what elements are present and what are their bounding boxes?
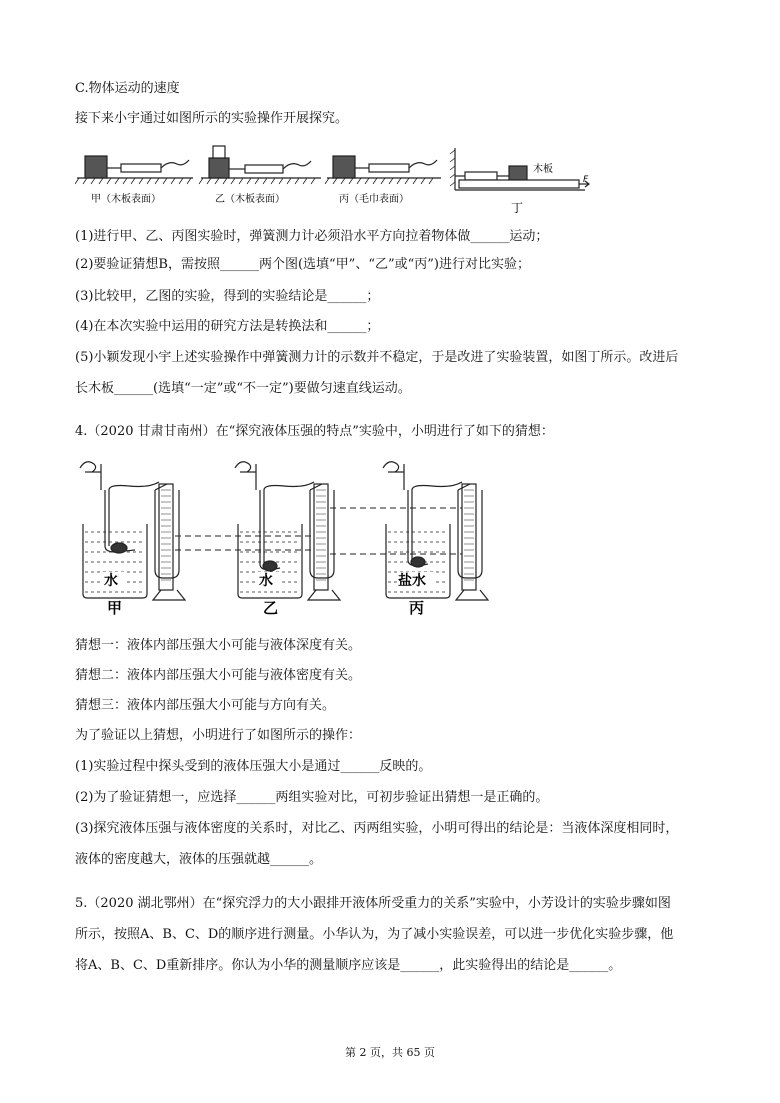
q3-intro: 接下来小宇通过如图所示的实验操作开展探究。: [75, 111, 349, 126]
q4-title: 4.（2020 甘肃甘南州）在“探究液体压强的特点”实验中，小明进行了如下的猜想：: [75, 424, 554, 439]
liquid-label-jia: 水: [104, 573, 118, 589]
setup-label-bing: 丙: [409, 599, 425, 617]
q4-item-3-cont: 液体的密度越大，液体的压强就越______。: [75, 852, 323, 867]
fig-label-yi: 乙（木板表面）: [215, 194, 285, 205]
page-footer: 第 2 页，共 65 页: [345, 1046, 435, 1059]
liquid-label-bing: 盐水: [398, 573, 426, 589]
q5-line-3: 将A、B、C、D重新排序。你认为小华的测量顺序应该是______，此实验得出的结论是______。: [75, 958, 622, 973]
q3-item-4: (4)在本次实验中运用的研究方法是转换法和______；: [75, 319, 380, 334]
friction-experiment-figure: [75, 140, 595, 218]
q4-item-2: (2)为了验证猜想一，应选择______两组实验对比，可初步验证出猜想一是正确的。: [75, 790, 549, 805]
q3-item-3: (3)比较甲，乙图的实验，得到的实验结论是______；: [75, 289, 380, 304]
fig-label-bing: 丙（毛巾表面）: [339, 194, 409, 205]
q4-procedure: 为了验证以上猜想，小明进行了如图所示的操作：: [75, 728, 362, 743]
q4-item-3: (3)探究液体压强与液体密度的关系时，对比乙、丙两组实验，小明可得出的结论是：当液体深度相同时，: [75, 821, 679, 836]
liquid-label-yi: 水: [259, 573, 273, 589]
setup-label-jia: 甲: [107, 599, 123, 617]
q3-item-5-cont: 长木板______(选填“一定”或“不一定”)要做匀速直线运动。: [75, 381, 411, 396]
hypothesis-1: 猜想一：液体内部压强大小可能与液体深度有关。: [75, 638, 362, 653]
q4-item-1: (1)实验过程中探头受到的液体压强大小是通过______反映的。: [75, 759, 432, 774]
fig-label-ding: 丁: [511, 201, 524, 215]
hypothesis-2: 猜想二：液体内部压强大小可能与液体密度有关。: [75, 668, 362, 683]
q5-line-2: 所示，按照A、B、C、D的顺序进行测量。小华认为，为了减小实验误差，可以进一步优化实验步骤，他: [75, 927, 674, 942]
q3-item-2: (2)要验证猜想B，需按照______两个图(选填“甲”、“乙”或“丙”)进行对比实验；: [75, 257, 530, 272]
fig-board-label: 木板: [533, 164, 553, 175]
setup-label-yi: 乙: [263, 599, 279, 617]
q5-line-1: 5.（2020 湖北鄂州）在“探究浮力的大小跟排开液体所受重力的关系”实验中，小芳设计的实验步骤如图: [75, 896, 671, 911]
fig-force-label: F: [583, 175, 589, 185]
fig-label-jia: 甲（木板表面）: [91, 194, 161, 205]
q3-item-1: (1)进行甲、乙、丙图实验时，弹簧测力计必须沿水平方向拉着物体做______运动；: [75, 229, 549, 244]
hypothesis-3: 猜想三：液体内部压强大小可能与方向有关。: [75, 698, 336, 713]
q3-item-5: (5)小颖发现小宇上述实验操作中弹簧测力计的示数并不稳定，于是改进了实验装置，如图丁所示。改进后: [75, 350, 679, 365]
option-c: C.物体运动的速度: [75, 81, 180, 96]
liquid-pressure-figure: [75, 450, 495, 618]
